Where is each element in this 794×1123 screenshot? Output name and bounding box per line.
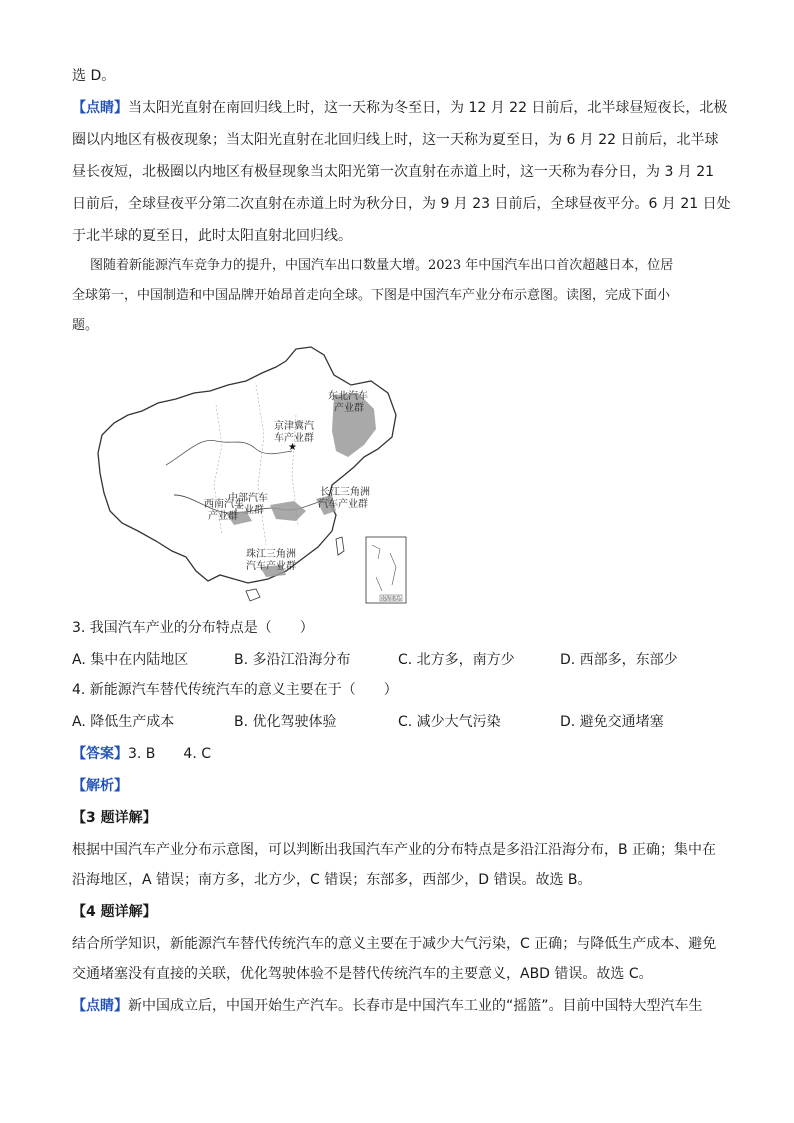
q4-option-a[interactable]: A. 降低生产成本 [72,714,175,730]
material-line: 题。 [72,318,99,333]
text-line: 沿海地区，A 错误；南方多，北方少，C 错误；东部多，西部少，D 错误。故选 B。 [72,872,592,888]
q3-option-b[interactable]: B. 多沿江沿海分布 [234,652,351,668]
question-4-stem: 4. 新能源汽车替代传统汽车的意义主要在于（ ） [72,682,398,698]
map-label-zhujiang: 珠江三角洲 [246,549,296,560]
text-line: 选 D。 [72,68,116,84]
q4-option-c[interactable]: C. 减少大气污染 [398,714,501,730]
dianjing-tag: 【点睛】 [72,100,128,116]
taiwan-island [336,537,344,555]
map-label-jingjinji: 京津冀汽 [274,421,314,432]
jiexi-tag: 【解析】 [72,778,128,794]
question-3-stem: 3. 我国汽车产业的分布特点是（ ） [72,620,314,636]
material-line: 图随着新能源汽车竞争力的提升，中国汽车出口数量大增。2023 年中国汽车出口首次超越日本，位居 [90,258,674,273]
map-label-xinan: 西南汽车 [204,499,244,510]
text-line: 新中国成立后，中国开始生产汽车。长春市是中国汽车工业的“摇篮”。目前中国特大型汽车生 [128,998,703,1014]
map-label-dongbei: 产业群 [334,403,364,414]
answer-line [72,744,211,764]
q3-option-c[interactable]: C. 北方多，南方少 [398,652,515,668]
q4-option-b[interactable]: B. 优化驾驶体验 [234,714,337,730]
answer-text: 3. B 4. C [128,746,211,762]
map-label-changjiang: 长江三角洲 [320,487,370,498]
map-label-changjiang: 汽车产业群 [318,499,368,510]
text-line: 根据中国汽车产业分布示意图，可以判断出我国汽车产业的分布特点是多沿江沿海分布，B 正确；集中在 [72,842,717,858]
dianjing-tag: 【点睛】 [72,998,128,1014]
map-label-xinan: 产业群 [208,511,238,522]
dianjing-paragraph [72,996,703,1016]
text-line: 当太阳光直射在南回归线上时，这一天称为冬至日，为 12 月 22 日前后，北半球昼短夜长，北极 [128,100,728,116]
detail-4-tag: 【4 题详解】 [72,904,157,920]
map-label-zhongbu: 中部汽车 [228,493,268,504]
south-china-sea-inset [366,537,406,603]
text-line: 于北半球的夏至日，此时太阳直射北回归线。 [72,228,352,244]
capital-star-icon: ★ [288,442,297,453]
text-line: 日前后，全球昼夜平分第二次直射在赤道上时为秋分日，为 9 月 23 日前后，全球昼夜平分。6 月 21 日处 [72,196,731,212]
inset-label: 南海诸岛 [381,596,402,602]
map-label-zhujiang: 汽车产业群 [246,561,296,572]
china-outline [98,347,396,583]
text-line: 结合所学知识，新能源汽车替代传统汽车的意义主要在于减少大气污染，C 正确；与降低生产成本、避免 [72,936,717,952]
text-line: 圈以内地区有极夜现象；当太阳光直射在北回归线上时，这一天称为夏至日，为 6 月 22 日前后，北半球 [72,132,719,148]
hainan-island [246,589,260,601]
material-line: 全球第一，中国制造和中国品牌开始昂首走向全球。下图是中国汽车产业分布示意图。读图，完成下面小 [72,288,671,303]
map-label-jingjinji: 车产业群 [274,433,314,444]
answer-tag: 【答案】 [72,746,128,762]
q3-option-d[interactable]: D. 西部多，东部少 [560,652,678,668]
china-auto-industry-map [96,345,408,607]
map-label-zhongbu: 产业群 [234,505,264,516]
map-label-dongbei: 东北汽车 [328,391,368,402]
detail-3-tag: 【3 题详解】 [72,810,157,826]
q4-option-d[interactable]: D. 避免交通堵塞 [560,714,664,730]
q3-option-a[interactable]: A. 集中在内陆地区 [72,652,189,668]
dianjing-paragraph [72,98,727,118]
text-line: 昼长夜短，北极圈以内地区有极昼现象当太阳光第一次直射在赤道上时，这一天称为春分日，为 3 月 21 [72,164,715,180]
text-line: 交通堵塞没有直接的关联，优化驾驶体验不是替代传统汽车的主要意义，ABD 错误。故选 C。 [72,966,653,982]
